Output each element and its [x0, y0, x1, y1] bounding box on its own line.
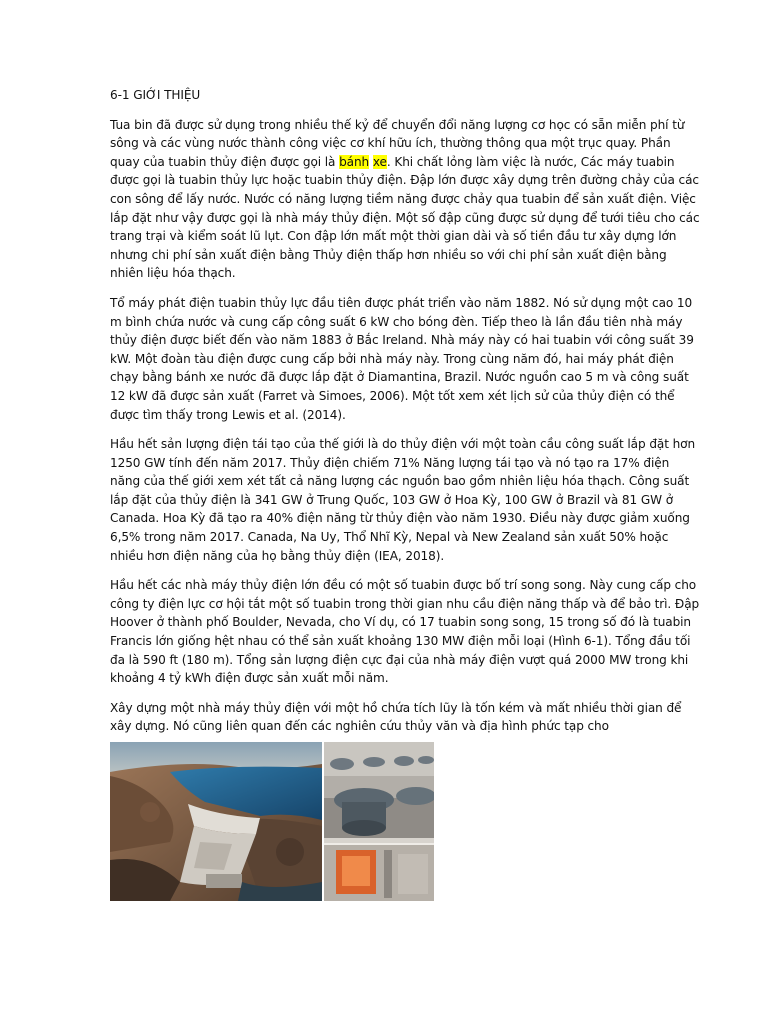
document-body	[110, 86, 700, 747]
turbine-hall-photo-icon	[324, 742, 434, 901]
hoover-dam-image	[110, 742, 322, 901]
section-heading: 6-1 GIỚI THIỆU	[110, 88, 201, 102]
highlighted-word-banh: bánh	[339, 154, 370, 169]
paragraph-1-end: . Khi chất lỏng làm việc là nước, Các máy tuabin được gọi là tuabin thủy lực hoặc tuabin thủy điện. Đập lớn được xây dựng trên đường chảy của các con sông để lấy nước. Nước có năng lượng tiềm năng được chảy qua tuabin để sản xuất điện. Việc lắp đặt như vậy được gọi là nhà máy thủy điện. Một số đập cũng được sử dụng để tưới tiêu cho các trang trại và kiểm soát lũ lụt. Con đập lớn mất một thời gian dài và số tiền đầu tư xây dựng lớn nhưng chi phí sản xuất điện bằng Thủy điện thấp hơn nhiều so với chi phí sản xuất điện bằng nhiên liệu hóa thạch.	[110, 154, 700, 281]
paragraph-1-start: Tua bin đã được sử dụng trong nhiều thế kỷ để chuyển đổi năng lượng cơ học có sẵn miễn phí từ sông và các vùng nước thành công việc cơ khí hữu ích, thường thông qua một trục quay. Phần quay của tuabin thủy điện được gọi là	[110, 117, 685, 169]
turbine-hall-image	[324, 742, 434, 901]
paragraph-5: Xây dựng một nhà máy thủy điện với một hồ chứa tích lũy là tốn kém và mất nhiều thời gian để xây dựng. Nó cũng liên quan đến các nghiên cứu thủy văn và địa hình phức tạp cho	[110, 700, 682, 734]
paragraph-3: Hầu hết sản lượng điện tái tạo của thế giới là do thủy điện với một toàn cầu công suất lắp đặt hơn 1250 GW tính đến năm 2017. Thủy điện chiếm 71% Năng lượng tái tạo và nó tạo ra 17% điện năng của thế giới xem xét tất cả năng lượng các nguồn bao gồm nhiên liệu hóa thạch. Công suất lắp đặt của thủy điện là 341 GW ở Trung Quốc, 103 GW ở Hoa Kỳ, 100 GW ở Brazil và 81 GW ở Canada. Hoa Kỳ đã tạo ra 40% điện năng từ thủy điện vào năm 1930. Điều này được giảm xuống 6,5% trong năm 2017. Canada, Na Uy, Thổ Nhĩ Kỳ, Nepal và New Zealand sản xuất 50% hoặc nhiều hơn điện năng của họ bằng thủy điện (IEA, 2018).	[110, 437, 696, 563]
paragraph-4: Hầu hết các nhà máy thủy điện lớn đều có một số tuabin được bố trí song song. Này cung cấp cho công ty điện lực cơ hội tắt một số tuabin trong thời gian nhu cầu điện năng thấp và để bảo trì. Đập Hoover ở thành phố Boulder, Nevada, cho Ví dụ, có 17 tuabin song song, 15 trong số đó là tuabin Francis lớn giống hệt nhau có thể sản xuất khoảng 130 MW điện mỗi loại (Hình 6-1). Tổng đầu tối đa là 590 ft (180 m). Tổng sản lượng điện cực đại của nhà máy điện vượt quá 2000 MW trong khi khoảng 4 tỷ kWh điện được sản xuất mỗi năm.	[110, 578, 700, 686]
hoover-dam-photo-icon	[110, 742, 322, 901]
paragraph-1	[110, 116, 700, 283]
figure-6-1	[110, 742, 434, 901]
paragraph-2: Tổ máy phát điện tuabin thủy lực đầu tiên được phát triển vào năm 1882. Nó sử dụng một cao 10 m bình chứa nước và cung cấp công suất 6 kW cho bóng đèn. Tiếp theo là lần đầu tiên nhà máy thủy điện được biết đến vào năm 1883 ở Bắc Ireland. Nhà máy này có hai tuabin với công suất 39 kW. Một đoàn tàu điện được cung cấp bởi nhà máy này. Trong cùng năm đó, hai máy phát điện chạy bằng bánh xe nước đã được lắp đặt ở Diamantina, Brazil. Nước nguồn cao 5 m và công suất 12 kW đã được sản xuất (Farret và Simoes, 2006). Một tốt xem xét lịch sử của thủy điện có thể được tìm thấy trong Lewis et al. (2014).	[110, 295, 694, 422]
highlighted-word-xe: xe	[372, 154, 387, 169]
